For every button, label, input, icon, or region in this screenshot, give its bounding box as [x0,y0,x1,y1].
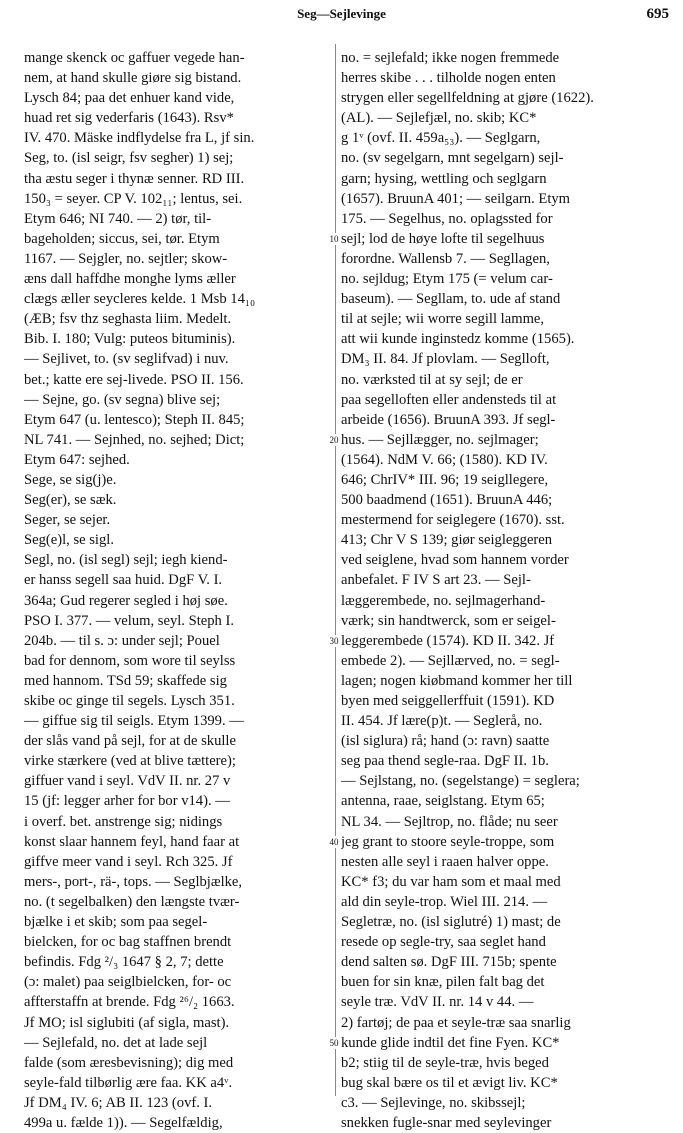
text-line: bjælke i et skib; som paa segel- [24,914,208,931]
text-line: byen med seiggellerffuit (1591). KD [341,693,555,709]
text-line: NL 741. — Sejnhed, no. sejhed; Dict; [24,431,245,448]
text-line: — Sejlefald, no. det at lade sejl [24,1034,208,1051]
text-line: — Sejne, go. (sv segna) blive sej; [24,391,221,408]
text-line: 413; Chr V S 139; giør seigleggeren [341,532,553,549]
column-divider [335,44,336,1096]
text-line: Seg(er), se sæk. [24,492,117,509]
text-line: Etym 647: sejhed. [24,451,130,468]
text-line: leggerembede (1574). KD II. 342. Jf [341,632,555,649]
text-line: baseum). — Segllam, to. ude af stand [341,291,561,308]
text-line: huad ret sig vederfaris (1643). Rsv* [24,110,234,127]
text-line: Bib. I. 180; Vulg: puteos bituminis). [24,331,236,348]
text-line: forordne. Wallensb 7. — Segllagen, [341,250,550,267]
text-line: jeg grant to stoore seyle-troppe, som [341,833,555,850]
text-line: seyle træ. VdV II. nr. 14 v 44. — [341,994,534,1011]
text-line: att wii kunde inginstedz komme (1565). [341,331,575,348]
text-line: buen for sin knæ, pilen falt bag det [341,974,545,991]
running-header [0,6,683,26]
text-line: 1167. — Sejgler, no. sejtler; skow- [24,250,228,267]
text-line: KC* f3; du var ham som et maal med [341,873,561,890]
text-line: resede op segle-try, saa seglet hand [341,934,546,951]
text-line: (ÆB; fsv thz seghasta liim. Medelt. [24,311,232,328]
text-line: tha æstu seger i thynæ senner. RD III. [24,170,245,187]
text-line: Etym 647 (u. lentesco); Steph II. 845; [24,411,245,428]
text-line: i overf. bet. anstrenge sig; nidings [24,813,223,830]
text-line: dend salten sø. DgF III. 715b; spente [341,954,557,971]
text-line: Lysch 84; paa det enhuer kand vide, [24,90,235,107]
text-line: — giffue sig til seigls. Etym 1399. — [24,713,244,730]
text-line: mange skenck oc gaffuer vegede han- [24,50,245,66]
text-line: hus. — Sejllægger, no. sejlmager; [341,431,539,448]
line-number: 40 [326,836,342,848]
text-line: 175. — Segelhus, no. oplagssted for [341,210,553,227]
text-line: Jf DM₄ IV. 6; AB II. 123 (ovf. I. [24,1094,213,1111]
text-line: embede 2). — Sejllærved, no. = segl- [341,652,560,669]
text-line: clægs æller seycleres kelde. 1 Msb 14₁₀ [24,291,256,308]
text-line: bug skal bære os til et ævigt liv. KC* [341,1074,558,1091]
text-line: c3. — Sejlevinge, no. skibssejl; [341,1094,526,1111]
text-line: 500 baadmend (1651). BruunA 446; [341,492,553,509]
running-head-title: Seg—Sejlevinge [297,6,386,21]
text-line: 15 (jf: legger arher for bor v14). — [24,793,230,810]
text-line: sejl; lod de høye lofte til segelhuus [341,230,545,247]
text-line: DM₃ II. 84. Jf plovlam. — Seglloft, [341,351,550,368]
text-line: (isl siglura) rå; hand (ɔ: ravn) saatte [341,733,550,750]
text-line: Jf MO; isl siglubiti (af sigla, mast). [24,1014,230,1031]
text-line: II. 454. Jf lære(p)t. — Seglerå, no. [341,713,543,730]
text-line: no. (t segelbalken) den længste tvær- [24,893,240,910]
line-number: 50 [326,1037,342,1049]
text-line: antenna, raae, seiglstang. Etym 65; [341,793,545,810]
text-line: 646; ChrIV* III. 96; 19 seigllegere, [341,471,549,488]
text-line: snekken fugle-snar med seylevinger [341,1114,552,1131]
text-line: b2; stiig til de seyle-træ, hvis beged [341,1054,549,1071]
text-line: er hanss segell saa huid. DgF V. I. [24,572,223,589]
text-line: no. værksted til at sy sejl; de er [341,371,523,388]
text-line: — Sejlstang, no. (segelstange) = seglera; [341,773,580,790]
right-column [341,48,644,1133]
text-line: seyle-fald tilbørlig ære faa. KK a4ᵛ. [24,1074,233,1091]
text-line: mestermend for seiglegere (1670). sst. [341,512,565,529]
text-line: Sege, se sig(j)e. [24,471,117,488]
text-line: bielcken, for oc bag staffnen brendt [24,934,232,951]
text-line: Segletræ, no. (isl siglutré) 1) mast; de [341,914,561,931]
text-line: befindis. Fdg ²/₃ 1647 § 2, 7; dette [24,954,224,971]
text-line: — Sejlivet, to. (sv seglifvad) i nuv. [24,351,229,368]
text-line: værk; sin handtwerck, som er seigel- [341,612,556,629]
text-line: strygen eller segellfeldning at gjøre (1622). [341,90,594,107]
left-column [24,48,327,1133]
text-line: seg paa thend segle-raa. DgF II. 1b. [341,753,549,770]
text-line: med hannom. TSd 59; skaffede sig [24,672,227,689]
text-line: no. (sv segelgarn, mnt segelgarn) sejl- [341,150,564,167]
text-line: herres skibe . . . tilholde nogen enten [341,70,556,87]
text-line: skibe oc ginge til segels. Lysch 351. [24,693,235,709]
line-number: 10 [326,233,342,245]
text-line: mers-, port-, rä-, tops. — Seglbjælke, [24,873,243,890]
text-line: (1564). NdM V. 66; (1580). KD IV. [341,451,548,468]
text-line: ved seiglene, hvad som hannem vorder [341,552,569,569]
text-line: arbeide (1656). BruunA 393. Jf segl- [341,411,556,428]
page-number: 695 [646,6,669,22]
text-line: 364a; Gud regerer segled i høj søe. [24,592,228,609]
text-line: Etym 646; NI 740. — 2) tør, til- [24,210,212,227]
text-line: (1657). BruunA 401; — seilgarn. Etym [341,190,571,207]
text-line: 499a u. fælde 1)). — Segelfældig, [24,1114,223,1131]
text-line: (AL). — Sejlefjæl, no. skib; KC* [341,110,537,127]
text-line: bet.; katte ere sej-livede. PSO II. 156. [24,371,244,388]
text-line: lagen; nogen kiøbmand kommer her till [341,672,573,689]
text-line: æns dall haffdhe monghe lyms æller [24,271,236,288]
text-line: til at sejle; wii worre segill lamme, [341,311,545,328]
text-line: NL 34. — Sejltrop, no. flåde; nu seer [341,813,558,830]
text-line: giffuer vand i seyl. VdV II. nr. 27 v [24,773,231,790]
text-line: der slås vand på sejl, for at de skulle [24,733,236,750]
text-line: Seg, to. (isl seigr, fsv segher) 1) sej; [24,150,234,167]
text-line: læggerembede, no. sejlmagerhand- [341,592,546,609]
text-line: falde (som æresbevisning); dig med [24,1054,234,1071]
text-line: Seger, se sejer. [24,512,111,529]
text-line: anbefalet. F IV S art 23. — Sejl- [341,572,531,589]
text-line: nesten alle seyl i raaen halver oppe. [341,853,549,870]
text-line: Seg(e)l, se sigl. [24,532,114,549]
text-line: g 1ᵛ (ovf. II. 459a₅₃). — Seglgarn, [341,130,541,147]
text-line: 2) fartøj; de paa et seyle-træ saa snarlig [341,1014,571,1031]
text-line: bad for dennom, som wore til seylss [24,652,236,669]
text-line: (ɔ: malet) paa seiglbielcken, for- oc [24,974,232,991]
text-line: paa segelloften eller andensteds til at [341,391,557,408]
text-line: PSO I. 377. — velum, seyl. Steph I. [24,612,234,629]
text-line: giffve meer vand i seyl. Rch 325. Jf [24,853,233,870]
text-line: 204b. — til s. ɔ: under sejl; Pouel [24,632,220,649]
text-line: no. = sejlefald; ikke nogen fremmede [341,50,560,66]
text-line: virke stærkere (ved at blive tættere); [24,753,236,770]
text-line: IV. 470. Mäske indflydelse fra L, jf sin. [24,130,255,147]
text-line: konst slaar hannem feyl, hand faar at [24,833,240,850]
text-line: affterstaffn at brende. Fdg ²⁶/₂ 1663. [24,994,235,1011]
line-number: 30 [326,635,342,647]
line-number: 20 [326,434,342,446]
text-line: nem, at hand skulle giøre sig bistand. [24,70,242,87]
text-line: bageholden; siccus, sei, tør. Etym [24,230,220,247]
text-line: ald din seyle-trop. Wiel III. 214. — [341,893,548,910]
text-line: Segl, no. (isl segl) sejl; iegh kiend- [24,552,228,569]
text-line: no. sejldug; Etym 175 (= velum car- [341,271,553,288]
text-line: kunde glide indtil det fine Fyen. KC* [341,1034,560,1051]
text-line: garn; hysing, wettling och seglgarn [341,170,547,187]
text-line: 150₃ = seyer. CP V. 102₁₁; lentus, sei. [24,190,243,207]
